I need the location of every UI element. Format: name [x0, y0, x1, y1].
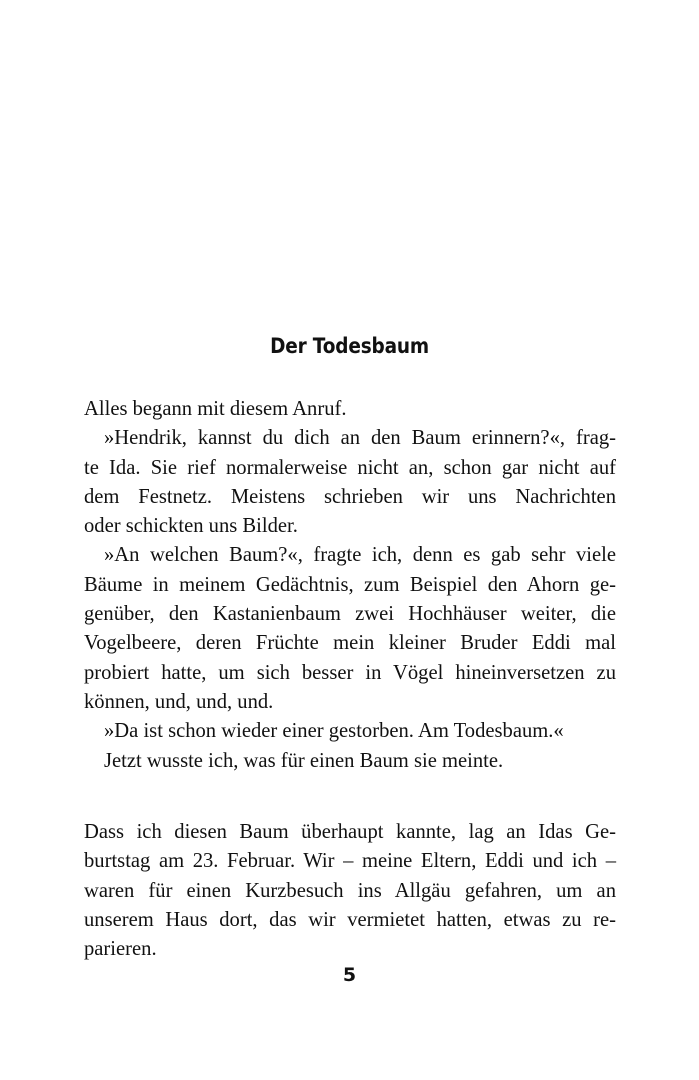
text-line: »An welchen Baum?«, fragte ich, denn es gab sehr viele — [104, 544, 616, 567]
text-line: burtstag am 23. Februar. Wir – meine Eltern, Eddi und ich – — [84, 850, 616, 873]
text-line: te Ida. Sie rief normalerweise nicht an, schon gar nicht auf — [84, 456, 616, 479]
text-line: Vogelbeere, deren Früchte mein kleiner Bruder Eddi mal — [84, 632, 616, 655]
text-line: oder schickten uns Bilder. — [84, 515, 298, 538]
text-line: »Hendrik, kannst du dich an den Baum erinnern?«, frag- — [104, 427, 616, 450]
text-line: parieren. — [84, 938, 157, 961]
paragraph-block-1 — [84, 395, 616, 776]
chapter-title: Der Todesbaum — [270, 334, 429, 358]
text-line: waren für einen Kurzbesuch ins Allgäu gefahren, um an — [84, 879, 616, 902]
text-line: dem Festnetz. Meistens schrieben wir uns Nachrichten — [84, 485, 616, 508]
text-line: Dass ich diesen Baum überhaupt kannte, lag an Idas Ge- — [84, 821, 616, 843]
page-number: 5 — [342, 964, 357, 986]
text-line: »Da ist schon wieder einer gestorben. Am Todesbaum.« — [104, 720, 564, 743]
text-line: Bäume in meinem Gedächtnis, zum Beispiel den Ahorn ge- — [84, 573, 616, 596]
paragraph-block-2 — [84, 818, 616, 964]
text-line: können, und, und, und. — [84, 690, 274, 713]
text-line: probiert hatte, um sich besser in Vögel hineinversetzen zu — [84, 661, 616, 684]
text-line: genüber, den Kastanienbaum zwei Hochhäuser weiter, die — [84, 603, 616, 626]
text-line: Jetzt wusste ich, was für einen Baum sie meinte. — [104, 749, 504, 772]
text-line: Alles begann mit diesem Anruf. — [84, 398, 347, 420]
text-line: unserem Haus dort, das wir vermietet hatten, etwas zu re- — [84, 908, 616, 931]
